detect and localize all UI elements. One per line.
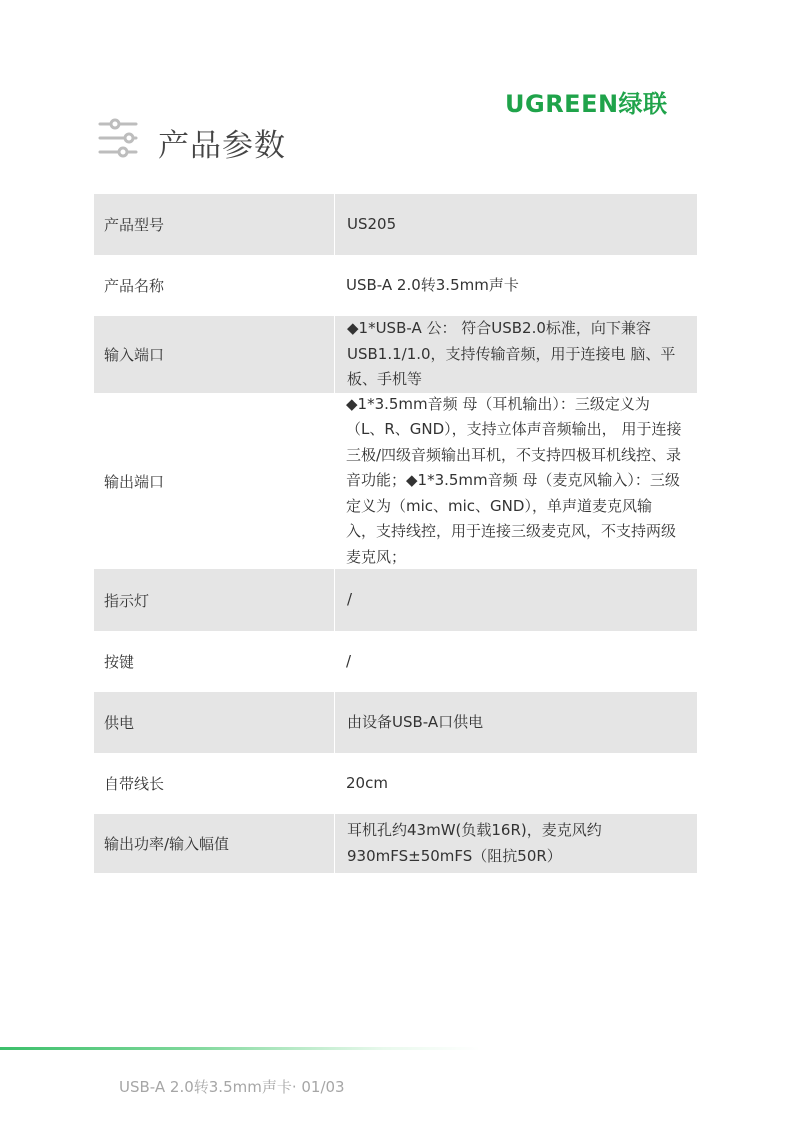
spec-value-text: US205 bbox=[347, 214, 397, 233]
spec-value bbox=[334, 255, 697, 316]
spec-value bbox=[334, 194, 697, 255]
spec-value bbox=[334, 569, 697, 631]
spec-value-text: / bbox=[346, 651, 352, 670]
spec-value-text: 由设备USB-A口供电 bbox=[347, 712, 484, 731]
spec-label: 供电 bbox=[104, 714, 135, 732]
spec-value bbox=[334, 814, 697, 873]
spec-label: 自带线长 bbox=[104, 775, 165, 793]
sliders-icon bbox=[98, 118, 140, 158]
spec-value bbox=[334, 316, 697, 393]
spec-value-text: 耳机孔约43mW(负载16R)，麦克风约930mFS±50mFS（阻抗50R） bbox=[347, 821, 602, 865]
spec-label: 按键 bbox=[104, 653, 135, 671]
spec-value-text: 20cm bbox=[346, 773, 388, 792]
footer-divider bbox=[0, 1047, 480, 1050]
spec-value bbox=[334, 753, 697, 814]
section-title: 产品参数 bbox=[158, 128, 286, 164]
spec-row-indicator bbox=[94, 569, 697, 631]
spec-value bbox=[334, 393, 697, 569]
spec-row-output-port bbox=[94, 393, 697, 569]
brand-logo: UGREEN绿联 bbox=[505, 90, 668, 118]
spec-row-name bbox=[94, 255, 697, 316]
spec-value bbox=[334, 631, 697, 692]
spec-label: 产品型号 bbox=[104, 216, 165, 234]
spec-row-model bbox=[94, 194, 697, 255]
spec-label: 产品名称 bbox=[104, 277, 165, 295]
spec-table bbox=[94, 194, 697, 873]
spec-label: 输入端口 bbox=[104, 346, 165, 364]
spec-value bbox=[334, 692, 697, 753]
spec-row-output-power bbox=[94, 814, 697, 873]
footer-page-label: USB-A 2.0转3.5mm声卡· 01/03 bbox=[119, 1078, 345, 1096]
spec-label: 输出功率/输入幅值 bbox=[104, 835, 230, 853]
spec-value-text: ◆1*3.5mm音频 母（耳机输出）：三级定义为（L、R、GND），支持立体声音频输出， 用于连接三极/四级音频输出耳机，不支持四极耳机线控、录音功能；◆1*3.5mm音频 母（麦克风输入）：三级定义为（mic、mic、GND），单声道麦克风输 入，支持线控，用于连接三级麦克风，不支持两级麦克风； bbox=[346, 394, 682, 566]
spec-label: 输出端口 bbox=[104, 472, 165, 491]
spec-row-power bbox=[94, 692, 697, 753]
spec-value-text: USB-A 2.0转3.5mm声卡 bbox=[346, 275, 519, 294]
spec-label: 指示灯 bbox=[104, 591, 150, 610]
spec-value-text: / bbox=[347, 590, 353, 609]
spec-row-cable-length bbox=[94, 753, 697, 814]
spec-row-buttons bbox=[94, 631, 697, 692]
spec-row-input-port bbox=[94, 316, 697, 393]
spec-value-text: ◆1*USB-A 公： 符合USB2.0标准，向下兼容USB1.1/1.0，支持传输音频，用于连接电 脑、平板、手机等 bbox=[347, 319, 676, 389]
